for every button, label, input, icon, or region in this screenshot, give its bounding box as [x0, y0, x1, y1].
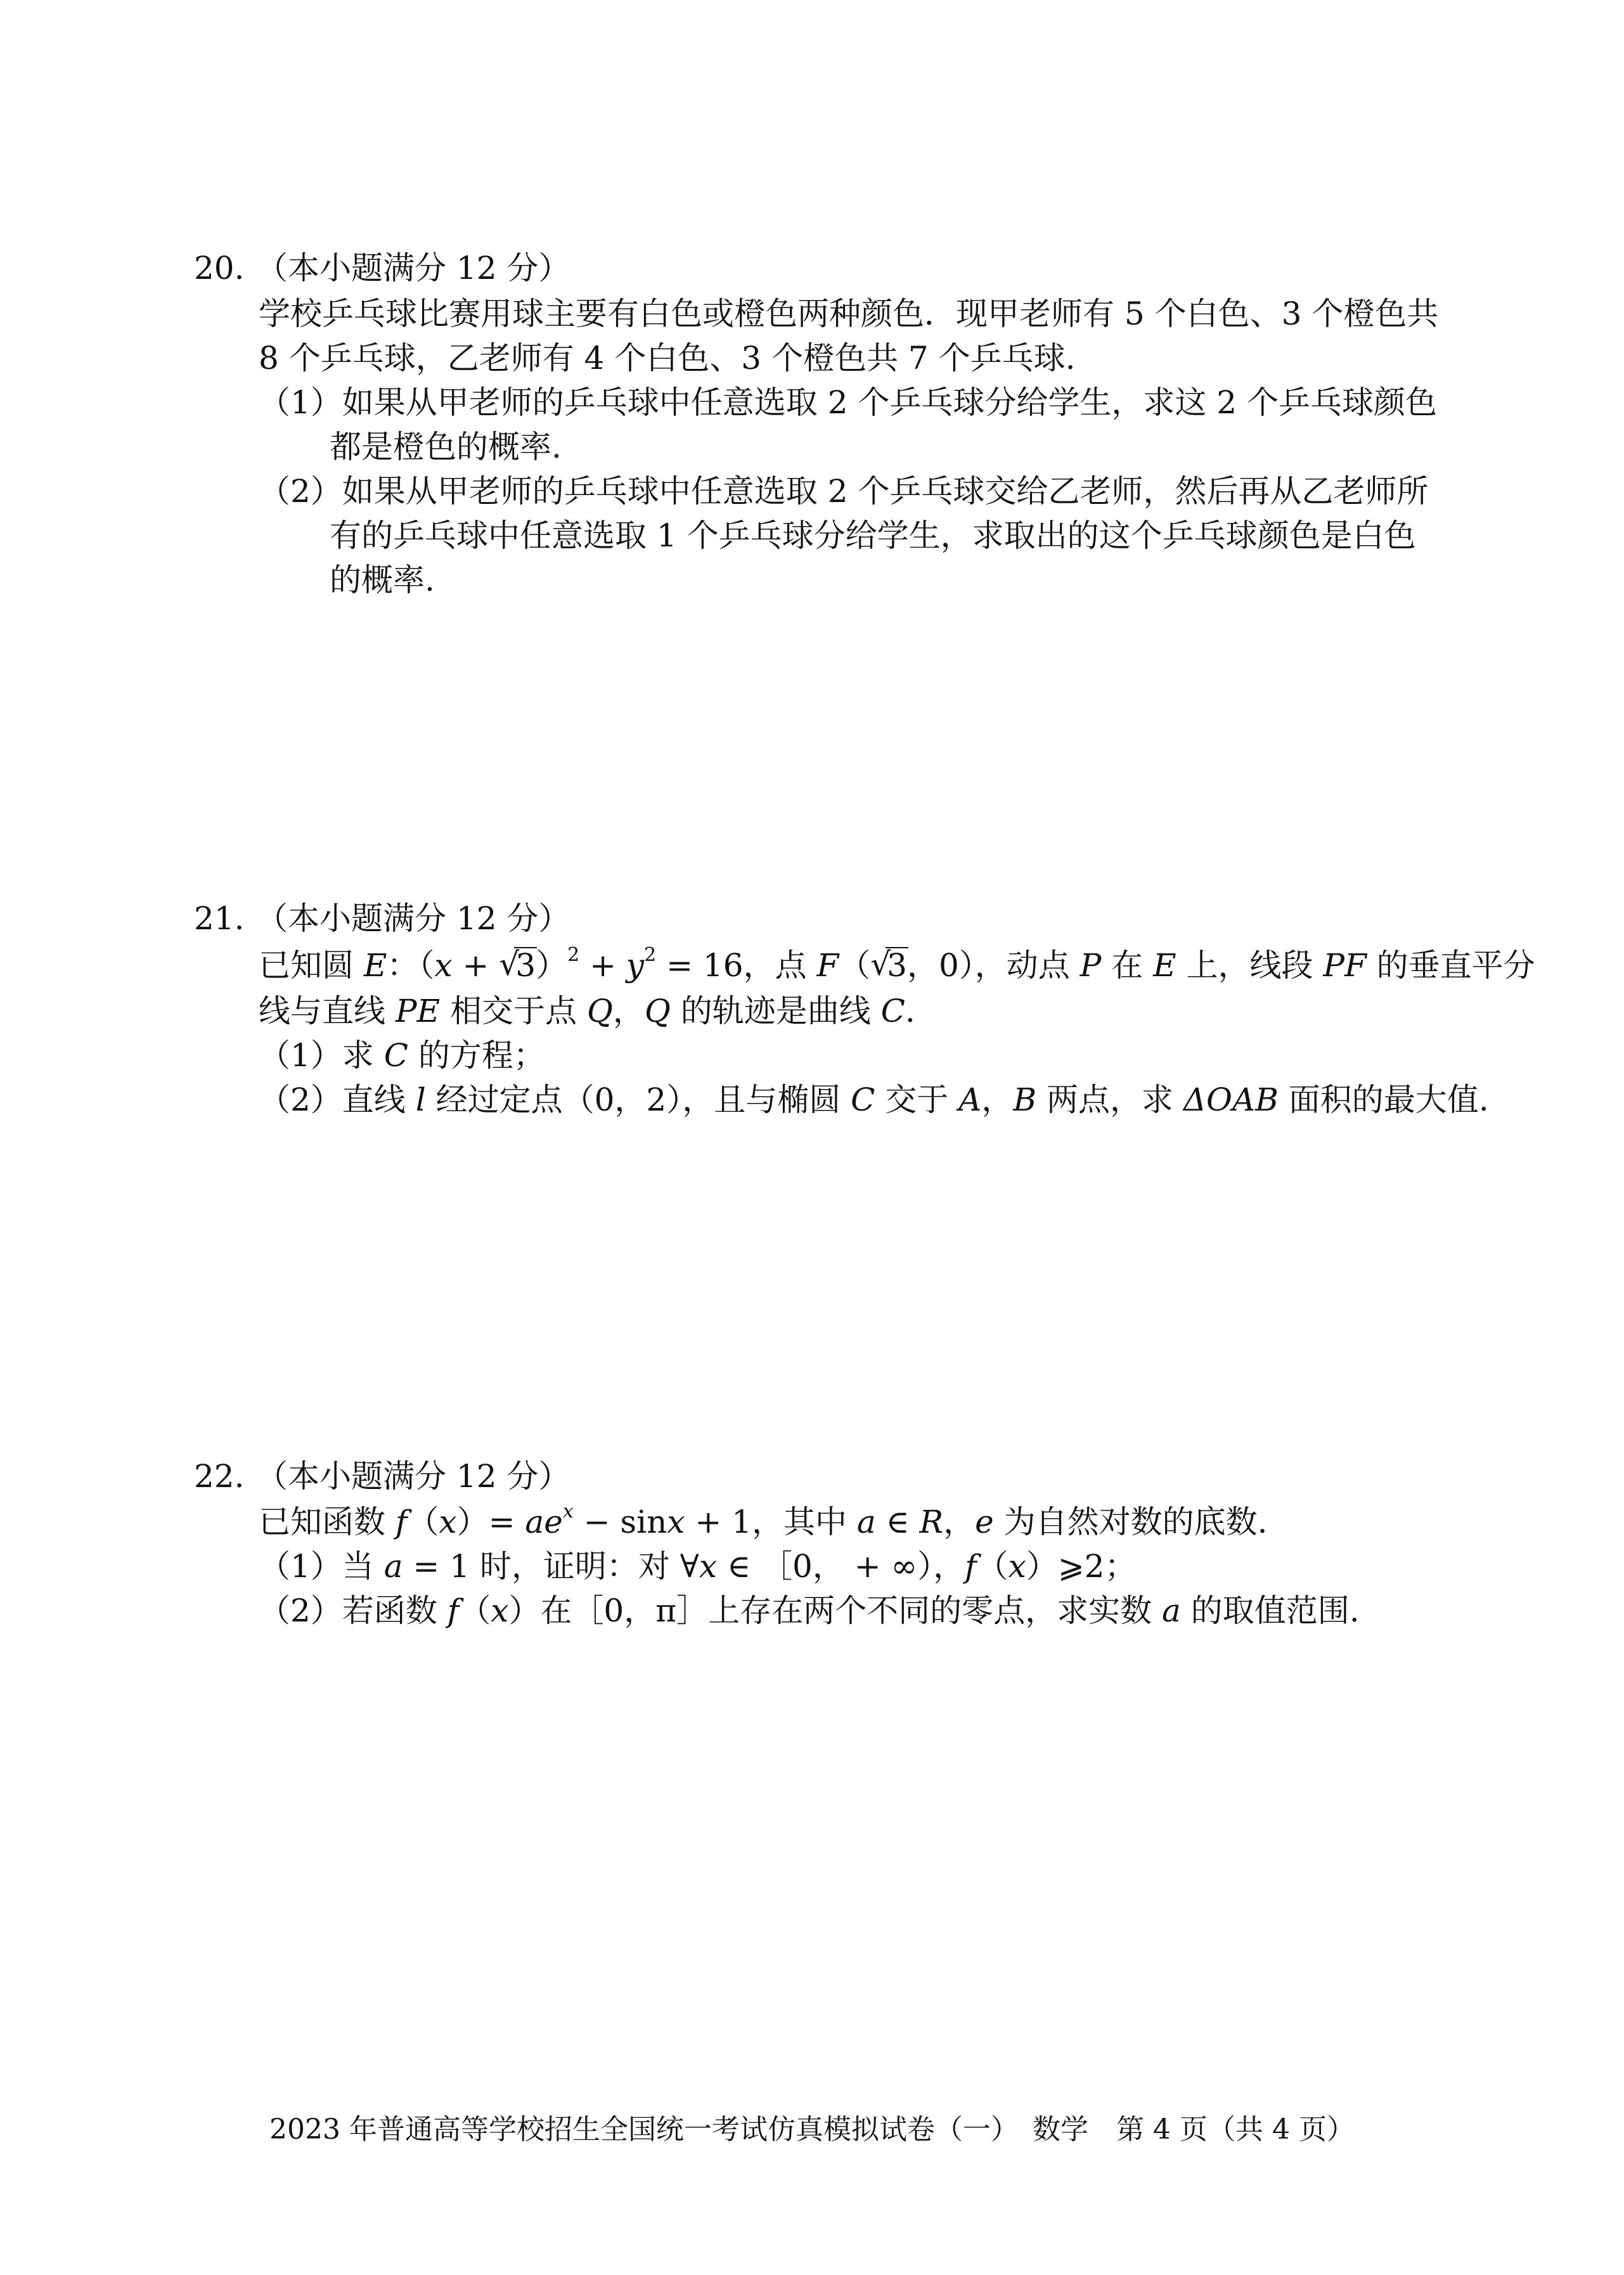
question-text: 学校乒乓球比赛用球主要有白色或橙色两种颜色．现甲老师有 5 个白色、3 个橙色共 [259, 295, 1439, 332]
question-header: （本小题满分 12 分） [256, 900, 570, 937]
question-header: （本小题满分 12 分） [256, 1458, 570, 1495]
sub-question-1: （1）如果从甲老师的乒乓球中任意选取 2 个乒乓球分给学生，求这 2 个乒乓球颜色 [259, 384, 1438, 421]
sub-question-1: （1）求 C 的方程； [259, 1037, 545, 1074]
sub-question-1-cont: 都是橙色的概率. [330, 429, 562, 465]
sub-question-2: （2）如果从甲老师的乒乓球中任意选取 2 个乒乓球交给乙老师，然后再从乙老师所 [259, 473, 1429, 510]
page-footer: 2023 年普通高等学校招生全国统一考试仿真模拟试卷（一） 数学 第 4 页（共 4 页） [269, 2113, 1355, 2146]
sub-question-2-cont: 有的乒乓球中任意选取 1 个乒乓球分给学生，求取出的这个乒乓球颜色是白色 [330, 517, 1416, 554]
question-number: 21. [194, 900, 245, 937]
sub-question-1: （1）当 a = 1 时，证明：对 ∀x ∈ ［0， + ∞），f（x）⩾2； [259, 1548, 1137, 1585]
sqrt-symbol: √ 3 [870, 950, 907, 981]
question-text: 已知函数 $f(x)= ae^x - \sin x + 1$，其中 a ∈ R，e 为自然对数的底数. [259, 1500, 1268, 1540]
question-text: 线与直线 PE 相交于点 Q，Q 的轨迹是曲线 C. [259, 993, 915, 1029]
question-number: 22. [194, 1458, 245, 1495]
sqrt-symbol: √ 3 [499, 950, 536, 981]
sub-question-2: （2）若函数 f（x）在［0，π］上存在两个不同的零点，求实数 a 的取值范围. [259, 1592, 1360, 1629]
sub-question-2-cont: 的概率. [330, 562, 435, 598]
sub-question-2: （2）直线 l 经过定点（0，2），且与椭圆 C 交于 A，B 两点，求 ΔOAB 面积的最大值. [259, 1081, 1489, 1118]
question-text: 8 个乒乓球，乙老师有 4 个白色、3 个橙色共 7 个乒乓球. [259, 340, 1076, 377]
question-header: （本小题满分 12 分） [256, 250, 570, 287]
question-text: 已知圆 E：（x + √ $3)^2 + y^2 = 16$，点 F（√ 3，0），动点 P 在 E 上，线段 PF 的垂直平分 [259, 950, 1535, 981]
question-number: 20. [194, 250, 245, 287]
